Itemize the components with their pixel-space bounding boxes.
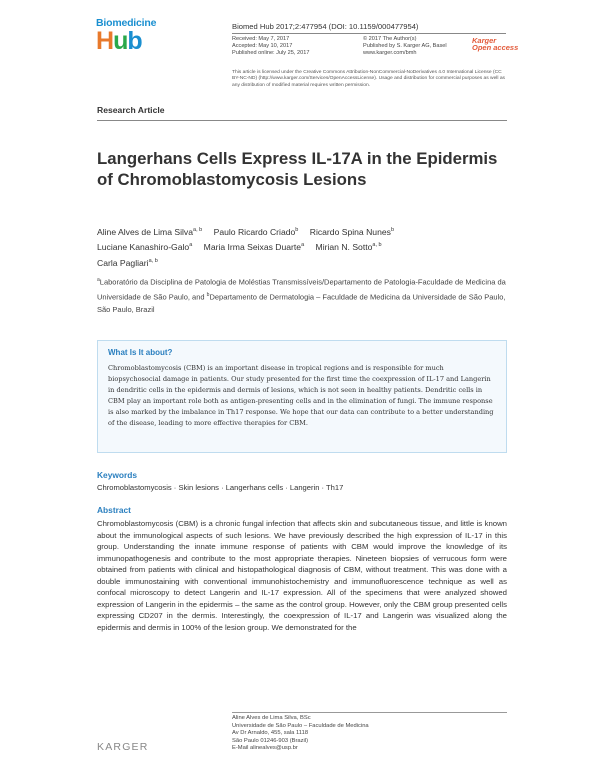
author [214, 227, 299, 237]
about-box-title: What Is It about? [108, 348, 173, 357]
corr-city: São Paulo 01246-903 (Brazil) [232, 737, 309, 744]
abstract-heading: Abstract [97, 505, 131, 515]
article-type: Research Article [97, 105, 165, 115]
author-affil-sup: a, b [193, 227, 203, 233]
logo-hub-letter: u [113, 27, 128, 55]
affiliation-b: Departamento de Dermatologia – Faculdade de Medicina da Universidade de São Paulo, São Paulo, Brazil [97, 292, 506, 314]
journal-url[interactable]: www.karger.com/bmh [363, 50, 417, 57]
author-name: Luciane Kanashiro-Galo [97, 242, 190, 253]
logo-hub-letter: H [96, 27, 114, 55]
affiliation-a: Laboratório da Disciplina de Patologia de Moléstias Transmissíveis/Departamento de Patologia-Faculdade de Medicina da Universidade de São Paulo, and [97, 277, 506, 302]
author-name: Carla Pagliari [97, 257, 149, 268]
author-affil-sup: b [295, 227, 299, 233]
author-affil-sup: a, b [148, 257, 158, 264]
journal-reference: Biomed Hub 2017;2:477954 (DOI: 10.1159/000477954) [232, 22, 419, 31]
karger-oa-line1: Karger [472, 36, 497, 45]
author-name: Paulo Ricardo Criado [213, 226, 296, 237]
footer-divider [232, 712, 507, 713]
correspondence-address [232, 715, 369, 753]
logo-line1: Biomedicine [96, 17, 157, 29]
header-divider [232, 33, 506, 34]
karger-oa-line2: Open access [472, 43, 519, 52]
author [204, 242, 305, 252]
accepted-date: Accepted: May 10, 2017 [232, 43, 293, 50]
section-divider [97, 120, 507, 121]
logo-hub [96, 29, 168, 53]
corr-institution: Universidade de São Paulo – Faculdade de Medicina [232, 722, 369, 729]
keywords-heading: Keywords [97, 470, 138, 480]
corr-email[interactable]: E-Mail alinealves@usp.br [232, 745, 298, 752]
affiliations [97, 274, 507, 316]
author-affil-sup: a [301, 242, 305, 249]
logo-hub-letter: b [127, 27, 142, 55]
karger-open-access-logo [472, 37, 518, 51]
license-notice: This article is licensed under the Creative Commons Attribution-NonCommercial-NoDerivatives 4.0 International License (CC BY-NC-ND) (http://www.karger.com/Services/OpenAccessLicense). Usage and distribution for commercial purposes as well as any distribution of modified material requires written permission. [232, 70, 505, 88]
affil-sup-b: b [206, 291, 210, 298]
published-date: Published online: July 25, 2017 [232, 50, 310, 57]
copyright: © 2017 The Author(s) [363, 36, 417, 42]
author-affil-sup: a, b [372, 242, 382, 249]
received-date: Received: May 7, 2017 [232, 36, 290, 42]
author [310, 227, 394, 237]
corr-name: Aline Alves de Lima Silva, BSc [232, 715, 311, 721]
author-name: Maria Irma Seixas Duarte [203, 242, 302, 253]
publisher-name: Published by S. Karger AG, Basel [363, 43, 447, 50]
article-title: Langerhans Cells Express IL-17A in the Epidermis of Chromoblastomycosis Lesions [97, 149, 498, 189]
author [316, 242, 382, 252]
keywords-text: Chromoblastomycosis · Skin lesions · Langerhans cells · Langerin · Th17 [97, 483, 344, 492]
karger-footer-logo: KARGER [97, 741, 149, 753]
publication-dates [232, 36, 309, 58]
author-affil-sup: a [189, 242, 193, 249]
author [97, 258, 158, 268]
author [97, 242, 192, 252]
author-name: Aline Alves de Lima Silva [97, 226, 194, 237]
about-box-text: Chromoblastomycosis (CBM) is an important disease in tropical regions and is responsible for much biopsychosocial damage in patients. Our study presented for the first time the coexpression of IL-17 and Langerin in dendritic cells in the epidermis and dermis of lesions, which is not seen in healthy patients. Dendritic cells in CBM play an important role both as antigen-presenting cells and in the elimination of fungi. The immune response is also marked by the imbalance in Th17 response. We hope that our data can contribute to a better understanding of the disease, leading to more effective therapies for CBM. [108, 364, 494, 427]
author-affil-sup: b [390, 227, 395, 233]
author [97, 227, 202, 237]
affil-sup-a: a [97, 277, 100, 283]
author-name: Mirian N. Sotto [315, 242, 373, 253]
journal-logo [96, 18, 168, 62]
publisher-info [363, 36, 447, 58]
corr-street: Av Dr Arnaldo, 455, sala 1118 [232, 730, 309, 737]
author-name: Ricardo Spina Nunes [309, 226, 391, 237]
abstract-text: Chromoblastomycosis (CBM) is a chronic fungal infection that affects skin and subcutaneous tissue, and little is known about the immunological aspects of such lesions. We have previously described the high expression of IL-17 in this group. Understanding the innate immune response of patients with CBM would improve the knowledge of its immunopathogenesis and contribute to the most appropriate therapies. Nineteen biopsies of verrucous form were obtained from patients with clinical and histopathological diagnosis of CBM, without treatment. This was done with a double immunostaining with conventional immunohistochemistry and immunofluorescence technique as well as confocal microscopy to detect Langerin and IL-17 expression. All of the specimens that were analyzed showed expression of Langerin in the epidermis – the same as the control group. However, only the CBM group presented cells expressing CD207 in the dermis. Interestingly, the coexpression of IL-17 and Langerin was visualized along the epidermis and dermis in 100% of the lesion group. We demonstrated for the [97, 519, 507, 632]
author-list [97, 224, 512, 270]
